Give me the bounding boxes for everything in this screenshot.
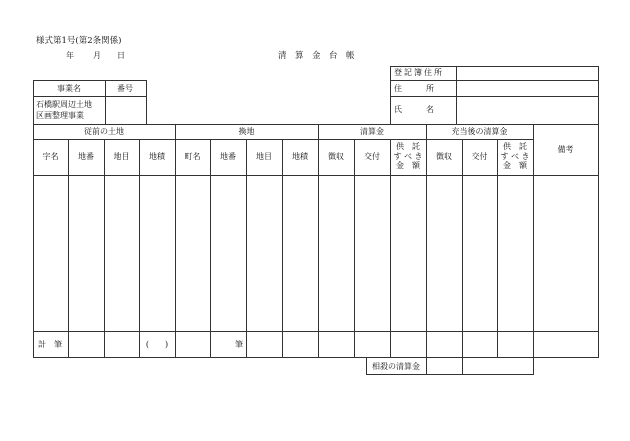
- residence-label: 住 所: [394, 84, 434, 93]
- col-chiseki-former: 地積: [149, 152, 165, 161]
- col-choshu-after: 徴収: [436, 152, 452, 161]
- group-replotted: 換地: [238, 127, 255, 136]
- totals-label: 計 筆: [38, 340, 62, 349]
- group-former-land: 従前の土地: [84, 127, 124, 136]
- date-year: 年: [66, 51, 74, 60]
- balance-label: 相殺の清算金: [372, 362, 420, 371]
- col-kofu-after: 交付: [471, 152, 488, 161]
- col-chimoku-replotted: 地目: [256, 152, 272, 161]
- col-kofu-settlement: 交付: [364, 152, 380, 161]
- date-day: 日: [117, 51, 125, 60]
- project-name-line2: 区画整理事業: [36, 111, 84, 120]
- col-chiban-replotted: 地番: [220, 152, 236, 161]
- col-chimoku-former: 地目: [113, 152, 130, 161]
- project-name-header: 事業名: [57, 84, 81, 93]
- col-chomei: 町名: [184, 152, 201, 161]
- col-chiseki-replotted: 地積: [292, 152, 308, 161]
- page-title: 清 算 金 台 帳: [278, 51, 355, 61]
- group-remarks: 備考: [557, 145, 574, 154]
- col-kyotaku-settlement: 供 託 す べ き 金 額: [393, 142, 423, 170]
- project-name-line1: 石橋駅周辺土地: [36, 100, 92, 109]
- form-label: 様式第1号(第2条関係): [36, 36, 122, 46]
- col-chiban-former: 地番: [78, 152, 94, 161]
- name-label: 氏 名: [394, 105, 434, 114]
- col-kyotaku-after: 供 託 す べ き 金 額: [500, 142, 530, 170]
- col-choshu-settlement: 徴収: [328, 152, 344, 161]
- address-label: 登記簿住所: [394, 68, 444, 77]
- totals-fude: 筆: [235, 340, 243, 349]
- group-settlement: 清算金: [360, 127, 384, 136]
- group-after-allot: 充当後の清算金: [451, 127, 508, 136]
- date-month: 月: [93, 51, 101, 60]
- totals-paren: ( ): [145, 340, 169, 349]
- col-aza: 字名: [42, 152, 59, 161]
- project-number-header: 番号: [117, 84, 133, 93]
